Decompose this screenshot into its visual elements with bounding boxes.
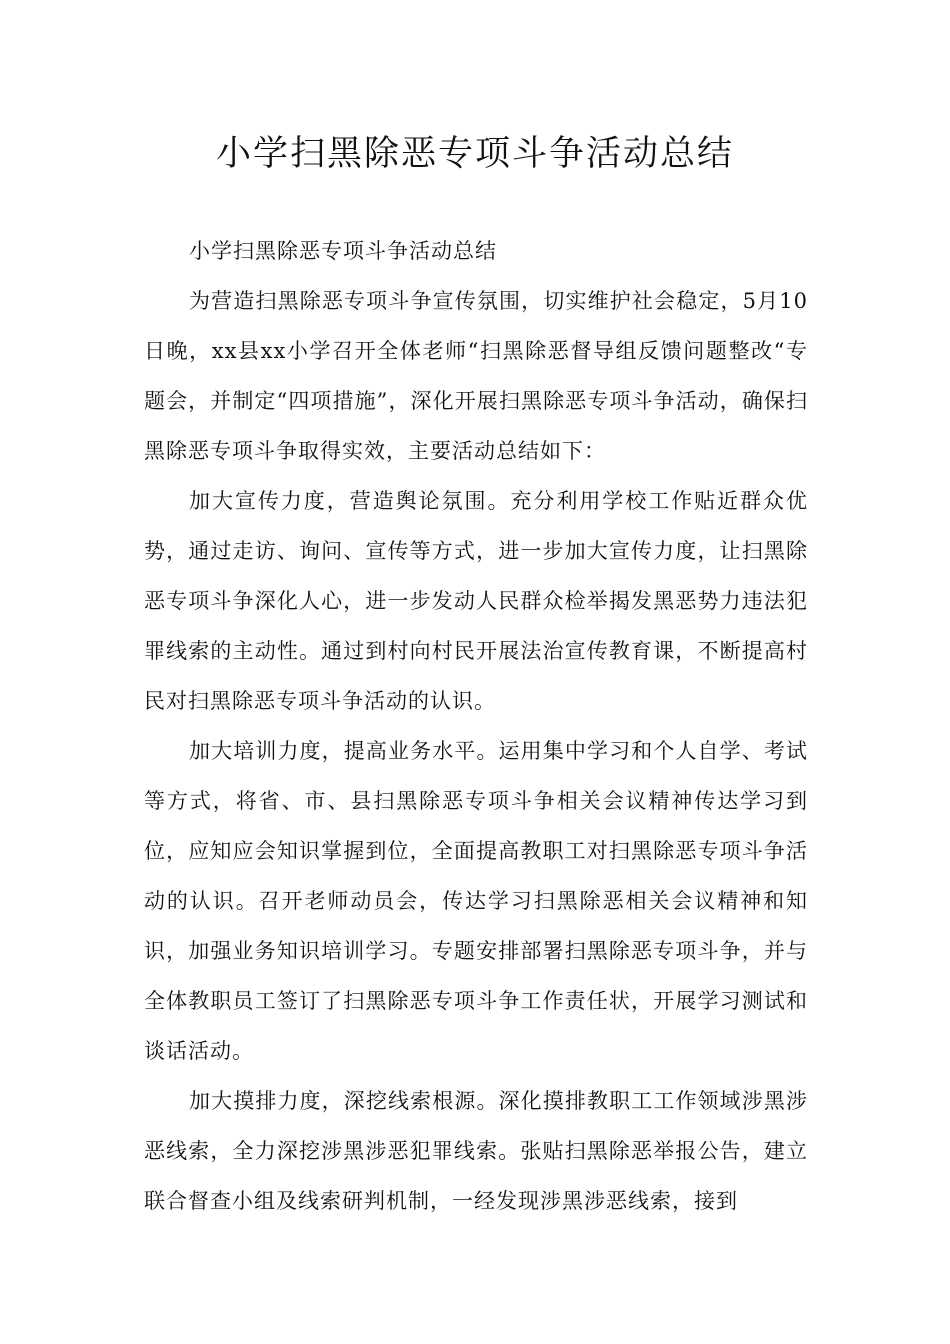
document-body	[144, 226, 808, 1226]
document-title: 小学扫黑除恶专项斗争活动总结	[215, 134, 734, 174]
paragraph-training: 加大培训力度，提高业务水平。运用集中学习和个人自学、考试等方式，将省、市、县扫黑除恶专项斗争相关会议精神传达学习到位，应知应会知识掌握到位，全面提高教职工对扫黑除恶专项斗争活动的认识。召开老师动员会，传达学习扫黑除恶相关会议精神和知识，加强业务知识培训学习。专题安排部署扫黑除恶专项斗争，并与全体教职员工签订了扫黑除恶专项斗争工作责任状，开展学习测试和谈话活动。	[144, 739, 808, 1063]
paragraph-intro: 为营造扫黑除恶专项斗争宣传氛围，切实维护社会稳定，5月10日晚，xx县xx小学召开全体老师“扫黑除恶督导组反馈问题整改“专题会，并制定“四项措施”，深化开展扫黑除恶专项斗争活动，确保扫黑除恶专项斗争取得实效，主要活动总结如下：	[144, 289, 808, 463]
paragraph-investigation: 加大摸排力度，深挖线索根源。深化摸排教职工工作领域涉黑涉恶线索，全力深挖涉黑涉恶犯罪线索。张贴扫黑除恶举报公告，建立联合督查小组及线索研判机制，一经发现涉黑涉恶线索，接到	[144, 1089, 808, 1213]
paragraph-publicity: 加大宣传力度，营造舆论氛围。充分利用学校工作贴近群众优势，通过走访、询问、宣传等方式，进一步加大宣传力度，让扫黑除恶专项斗争深化人心，进一步发动人民群众检举揭发黑恶势力违法犯罪线索的主动性。通过到村向村民开展法治宣传教育课，不断提高村民对扫黑除恶专项斗争活动的认识。	[144, 489, 808, 713]
paragraph-subtitle: 小学扫黑除恶专项斗争活动总结	[189, 239, 497, 263]
